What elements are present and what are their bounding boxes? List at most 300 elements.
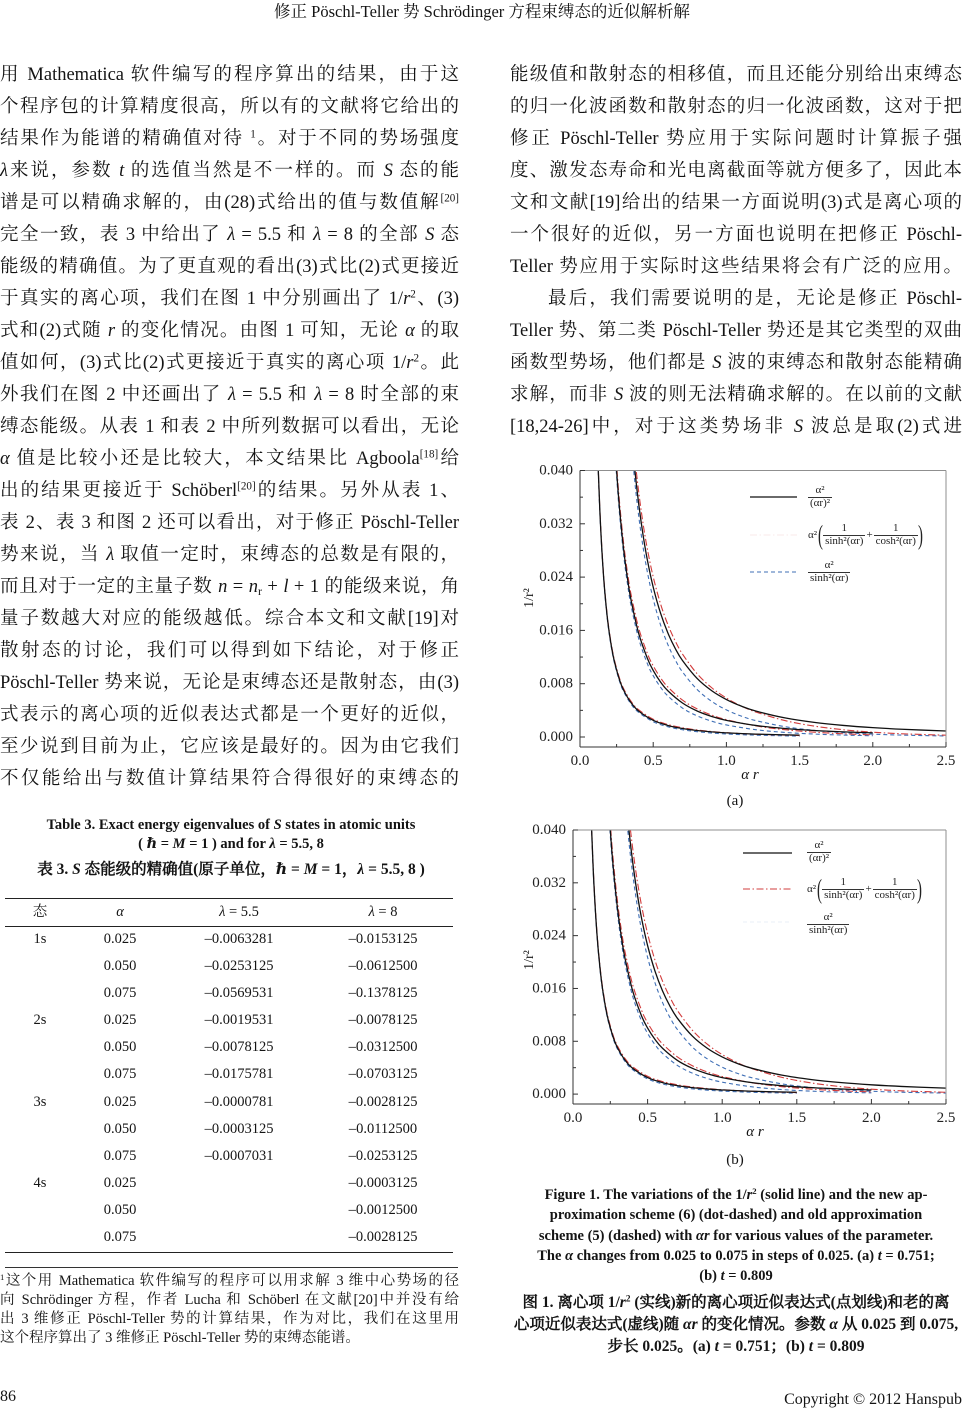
text-run: = 5.5 和 (236, 385, 315, 405)
math-italic: αr (695, 1227, 710, 1244)
cell-lambda-5-5: –0.0019531 (204, 1012, 274, 1029)
figure-1b (505, 815, 964, 1175)
text-run: 的变化情况。参数 (697, 1316, 830, 1333)
body-text-line (0, 123, 459, 155)
cell-lambda-5-5: –0.0253125 (204, 958, 274, 975)
text-run: = 5.5 和 (235, 225, 314, 245)
math-italic: S (425, 225, 435, 245)
body-text-line (510, 347, 962, 379)
text-run: 步长 0.025。(a) (607, 1338, 715, 1355)
fraction-numerator: α² (815, 484, 825, 496)
fraction (873, 877, 917, 901)
body-text-line (510, 219, 962, 251)
panel-label: (a) (726, 793, 744, 809)
table-row (5, 1224, 453, 1251)
caption-line (505, 1314, 964, 1336)
math-italic: α (829, 1316, 838, 1333)
x-tick-label: 1.0 (712, 1110, 732, 1126)
text-run: = 0.809 (813, 1338, 865, 1355)
text-run: 个程序包的计算精度很高，所以有的文献将它给出的 (0, 97, 459, 117)
fraction (823, 523, 865, 547)
page-number: 86 (0, 1388, 16, 1405)
table-row (5, 953, 453, 980)
math-italic: λ (314, 385, 323, 405)
cell-state: 3s (33, 1093, 47, 1110)
cell-state (5, 1197, 75, 1224)
text-run: = 0.809 (724, 1268, 773, 1284)
fraction (807, 840, 831, 864)
x-tick-label: 0.5 (638, 1110, 657, 1126)
text-run: ( (138, 836, 147, 852)
y-tick-label: 0.040 (532, 822, 566, 838)
cell-lambda-8: –0.0012500 (348, 1201, 418, 1218)
cell-lambda-5-5: –0.0078125 (204, 1039, 274, 1056)
text-run: 。此 (419, 353, 459, 373)
cell-alpha: 0.050 (103, 1039, 137, 1056)
table-3 (5, 898, 453, 1254)
cell-alpha: 0.075 (103, 1147, 137, 1164)
math-italic: S (712, 353, 722, 373)
text-run: 图 1. 离心项 1/ (522, 1294, 620, 1311)
text-run: changes from 0.025 to 0.075 in steps of 0.025. (a) (573, 1247, 878, 1264)
superscript: 2 (625, 1294, 631, 1305)
cell-lambda-8: –0.0703125 (348, 1066, 418, 1083)
cell-alpha: 0.050 (103, 958, 137, 975)
caption-line (0, 859, 462, 881)
text-run: = 5.5, 8 ) (364, 861, 425, 878)
superscript: 2 (752, 1185, 757, 1196)
body-text-line (0, 635, 459, 667)
figure-1a (505, 455, 964, 815)
open-paren: ( (818, 519, 824, 550)
body-text-line (0, 603, 459, 635)
table-row (5, 1034, 453, 1061)
cell-state (5, 1116, 75, 1143)
x-tick-label: 1.0 (717, 753, 736, 769)
table-header-row (5, 898, 453, 926)
text-run: = 5.5 (225, 904, 259, 920)
cell-alpha: 0.050 (103, 1120, 137, 1137)
table-row (5, 980, 453, 1007)
superscript: 1 (250, 128, 256, 141)
text-run: scheme (5) (dashed) with (538, 1227, 696, 1244)
text-run: 的取 (414, 321, 459, 341)
y-tick-label: 0.008 (539, 675, 573, 692)
fraction-numerator: α² (814, 839, 824, 851)
body-text-line (510, 315, 962, 347)
column-header-alpha (75, 898, 165, 926)
legend-label-new-approximation (808, 519, 923, 550)
text-run: 心项近似表达式(虚线)随 (513, 1316, 684, 1333)
paragraph (510, 283, 962, 443)
fraction-denominator: sinh²(αr) (825, 534, 864, 547)
curve-dashed-alpha-0-075 (625, 803, 946, 1093)
cell-lambda-8: –0.1378125 (348, 985, 418, 1002)
y-tick-label: 0.040 (539, 462, 573, 479)
text-run: Teller 势应用于实际时这些结果将会有广泛的应用。 (510, 257, 962, 277)
copyright-notice: Copyright © 2012 Hanspub (784, 1391, 962, 1408)
fraction (808, 560, 850, 584)
math-italic: λ (106, 545, 115, 565)
text-run: 度、激发态寿命和光电离截面等就方便多了，因此本 (510, 161, 962, 181)
fraction-denominator: (αr)² (809, 851, 830, 864)
x-tick-label: 0.5 (643, 753, 663, 769)
text-run: 的归一化波函数和散射态的归一化波函数，这对于把 (510, 97, 962, 117)
caption-line (505, 1266, 964, 1286)
text-run: 的变化情况。由图 1 可知，无论 (115, 321, 406, 341)
plus-operator: + (865, 883, 872, 895)
text-run: 波的束缚态和散射态能精确 (721, 353, 962, 373)
text-run: = 1， (317, 861, 358, 878)
text-run: 缚态能级。从表 1 和表 2 中所列数据可以看出，无论 (0, 417, 459, 437)
fraction-numerator: 1 (892, 876, 898, 888)
caption-line (505, 1226, 964, 1246)
math-italic: t (119, 161, 125, 181)
cell-lambda-8: –0.0153125 (348, 931, 418, 947)
text-run: + 1 的能级来说，角 (288, 577, 460, 597)
fraction-numerator: 1 (840, 876, 846, 888)
text-run: 的结果。另外从表 1、 (255, 481, 459, 501)
right-column-text (510, 59, 962, 443)
math-italic: S (72, 861, 81, 878)
fraction-denominator: sinh²(αr) (824, 888, 863, 901)
text-run: (实线)新的离心项近似表达式(点划线)和老的离 (630, 1294, 950, 1311)
text-run: = (227, 577, 249, 597)
body-text-line (0, 699, 459, 731)
text-run: 态能级的精确值(原子单位， (80, 861, 276, 878)
footnote-separator (5, 1267, 458, 1268)
left-column-text (0, 59, 459, 795)
figure-1a-plot (505, 455, 964, 815)
body-text-line (510, 411, 962, 443)
curve-solid-alpha-0-075 (631, 431, 946, 731)
math-italic: M (172, 836, 186, 852)
text-run: 谱是可以精确求解的，由(28)式给出的值与数值解 (0, 193, 441, 213)
text-run: 从 0.025 到 0.075, (838, 1316, 959, 1333)
text-run: 表 3. (37, 861, 73, 878)
cell-state (5, 1224, 75, 1251)
body-text-line (0, 507, 459, 539)
cell-lambda-5-5: –0.0000781 (204, 1093, 274, 1110)
cell-alpha: 0.075 (103, 1066, 137, 1083)
text-run: proximation scheme (6) (dot-dashed) and old approximation (549, 1207, 923, 1224)
caption-line (505, 1336, 964, 1358)
caption-line (505, 1246, 964, 1266)
text-run: + (261, 577, 284, 597)
cell-alpha: 0.075 (103, 1229, 137, 1246)
cell-lambda-8: –0.0312500 (348, 1039, 418, 1056)
math-italic: S (793, 417, 804, 437)
y-tick-label: 0.000 (539, 729, 573, 746)
cell-lambda-8: –0.0003125 (348, 1174, 418, 1191)
x-axis-label: α r (746, 1124, 764, 1140)
superscript: 2 (413, 352, 420, 365)
text-run: 至少说到目前为止，它应该是最好的。因为由它我们 (0, 737, 459, 757)
text-run: 值是比较小还是比较大，本文结果比 Agboola (9, 449, 420, 469)
fraction-denominator: (αr)² (810, 496, 831, 509)
text-run: Pöschl-Teller 势来说，无论是束缚态还是散射态，由(3) (0, 673, 459, 693)
text-run: 一个很好的近似，另一方面也说明在把修正 Pöschl- (510, 225, 962, 245)
curve-dot-dashed-alpha-0-075 (631, 418, 946, 735)
fraction-denominator: sinh²(αr) (809, 923, 848, 936)
running-title: 修正 Pöschl-Teller 势 Schrödinger 方程束缚态的近似解析解 (274, 2, 690, 21)
body-text-line (0, 475, 459, 507)
cell-lambda-5-5: –0.0063281 (204, 931, 274, 947)
body-text-line (0, 731, 459, 763)
cell-state: 4s (33, 1174, 47, 1191)
text-run: = (287, 861, 304, 878)
math-italic: l (283, 577, 289, 597)
table-row (5, 1061, 453, 1088)
fraction (807, 912, 849, 936)
body-text-line (0, 539, 459, 571)
cell-state (5, 1143, 75, 1170)
close-paren: ) (916, 873, 922, 904)
body-text-line (510, 123, 962, 155)
text-run: 式和(2)式随 (0, 321, 108, 341)
cell-lambda-8: –0.0028125 (348, 1093, 418, 1110)
text-run: 出 3 维修正 Pöschl-Teller 势的计算结果，作为对比，我们在这里用 (0, 1311, 459, 1327)
math-italic: λ (228, 385, 237, 405)
text-run: = 1 ) and for (185, 836, 270, 852)
body-text-line (0, 219, 459, 251)
math-italic: α (565, 1247, 574, 1264)
legend-label-exact (807, 839, 831, 865)
y-tick-label: 0.016 (539, 622, 573, 639)
text-run: 用 Mathematica 软件编写的程序算出的结果，由于这 (0, 65, 459, 85)
fraction-denominator: sinh²(αr) (810, 571, 849, 584)
table-row (5, 1007, 453, 1034)
text-run: = 5.5, 8 (275, 836, 324, 852)
y-tick-label: 0.032 (532, 874, 566, 891)
cell-lambda-8: –0.0253125 (348, 1147, 418, 1164)
math-italic: α (116, 904, 124, 920)
fraction-denominator: cosh²(αr) (875, 534, 916, 547)
footnote-line (0, 1272, 459, 1291)
table-row (5, 1116, 453, 1143)
legend-label-old-approximation (807, 911, 849, 937)
text-run: 态的能 (392, 161, 459, 181)
x-tick-label: 1.5 (790, 753, 809, 769)
x-tick-label: 2.5 (936, 753, 956, 769)
math-italic: α (0, 449, 10, 469)
cell-alpha: 0.050 (103, 1201, 137, 1218)
cell-alpha: 0.025 (103, 1174, 137, 1191)
body-text-line (0, 667, 459, 699)
text-run: 式表示的离心项的近似表达式都是一个更好的近似， (0, 705, 459, 725)
text-run: 完全一致，表 3 中给出了 (0, 225, 228, 245)
math-italic: α (405, 321, 415, 341)
body-text-line (510, 187, 962, 219)
column-header-lambda-8 (313, 898, 453, 926)
text-run: (b) (699, 1268, 721, 1284)
table-row (5, 1089, 453, 1116)
text-run: = 8 (374, 904, 398, 920)
cell-lambda-5-5: –0.0007031 (204, 1147, 274, 1164)
caption-line (505, 1292, 964, 1314)
math-italic: M (303, 861, 318, 878)
text-run: states in atomic units (281, 817, 416, 833)
text-run: = (157, 836, 173, 852)
text-run: 能级值和散射态的相移值，而且还能分别给出束缚态 (510, 65, 962, 85)
table-caption-chinese (0, 859, 462, 881)
x-tick-label: 1.5 (787, 1110, 807, 1126)
text-run: 态 (434, 225, 459, 245)
text-run: 修正 Pöschl-Teller 势应用于实际问题时计算振子强 (510, 129, 962, 149)
math-italic: t (808, 1338, 814, 1355)
table-row (5, 1143, 453, 1170)
text-run: 文和文献[19]给出的结果一方面说明(3)式是离心项的 (510, 193, 962, 213)
curve-dashed-alpha-0-075 (631, 443, 946, 736)
table-row (5, 1170, 453, 1197)
math-italic: n (218, 577, 228, 597)
math-italic: αr (683, 1316, 698, 1333)
cell-lambda-5-5: –0.0569531 (204, 985, 274, 1002)
x-axis-label: α r (741, 767, 759, 783)
cell-lambda-5-5: –0.0003125 (204, 1120, 274, 1137)
math-italic: n (248, 577, 258, 597)
math-italic: S (383, 161, 393, 181)
y-axis-label: 1/r² (522, 950, 537, 970)
cell-lambda-5-5 (165, 1197, 313, 1224)
paragraph (510, 59, 962, 283)
open-paren: ( (817, 873, 823, 904)
panel-label: (b) (726, 1152, 744, 1168)
text-run: 散射态的讨论，我们可以得到如下结论，对于修正 (0, 641, 459, 661)
superscript: [18] (419, 448, 439, 461)
text-run: 。对于不同的势场强度 (255, 129, 459, 149)
subscript: r (257, 584, 262, 598)
y-tick-label: 0.016 (532, 980, 566, 997)
cell-lambda-8: –0.0078125 (348, 1012, 418, 1029)
footnote (0, 1272, 459, 1348)
plus-operator: + (866, 529, 873, 541)
text-run: 这个程序算出了 3 维修正 Pöschl-Teller 势的束缚态能谱。 (0, 1330, 360, 1346)
fraction (808, 485, 832, 509)
x-tick-label: 0.0 (563, 1110, 583, 1126)
cell-alpha: 0.025 (103, 1012, 137, 1029)
x-tick-label: 2.0 (863, 753, 883, 769)
y-tick-label: 0.024 (532, 927, 566, 944)
cell-lambda-5-5 (165, 1170, 313, 1197)
figure-caption-chinese (505, 1292, 964, 1358)
math-italic: ℏ (146, 836, 158, 852)
column-header-lambda-5-5 (165, 898, 313, 926)
math-italic: λ (313, 225, 322, 245)
text-run: 最后，我们需要说明的是，无论是修正 Pöschl- (548, 289, 962, 309)
text-run: 态 (32, 904, 48, 920)
body-text-line (0, 443, 459, 475)
fraction-numerator: α² (824, 559, 834, 571)
table-body (5, 926, 453, 1251)
y-axis-label: 1/r² (522, 588, 537, 608)
x-tick-label: 2.5 (936, 1110, 956, 1126)
body-text-line (510, 91, 962, 123)
text-run: = 0.751; (881, 1247, 935, 1264)
math-italic: r (107, 321, 116, 341)
body-text-line (510, 379, 962, 411)
cell-state: 1s (33, 931, 47, 947)
fraction (822, 877, 864, 901)
cell-lambda-5-5 (165, 1224, 313, 1251)
text-run: 、(3) (415, 289, 459, 309)
math-italic: λ (219, 904, 226, 920)
text-run: 于真实的离心项，我们在图 1 中分别画出了 1/ (0, 289, 404, 309)
text-run: Teller 势、第二类 Pöschl-Teller 势还是其它类型的双曲 (510, 321, 962, 341)
fraction-denominator: cosh²(αr) (874, 888, 915, 901)
text-run: 表 2、表 3 和图 2 还可以看出，对于修正 Pöschl-Teller (0, 513, 459, 533)
body-text-line (0, 251, 459, 283)
text-run: 结果作为能谱的精确值对待 (0, 129, 251, 149)
y-tick-label: 0.008 (532, 1033, 566, 1050)
fraction-numerator: α² (823, 911, 833, 923)
y-tick-label: 0.000 (532, 1086, 566, 1103)
cell-lambda-8: –0.0112500 (348, 1120, 418, 1137)
cell-lambda-8: –0.0612500 (348, 958, 418, 975)
footnote-line (0, 1329, 459, 1348)
math-italic: S (273, 817, 282, 833)
math-italic: t (720, 1268, 725, 1284)
text-run: = 8 时全部的束 (322, 385, 459, 405)
body-text-line (0, 571, 459, 603)
cell-alpha: 0.075 (103, 985, 137, 1002)
body-text-line (0, 763, 459, 795)
body-text-line (0, 347, 459, 379)
close-paren: ) (917, 519, 923, 550)
column-header-state (5, 898, 75, 926)
table-row (5, 926, 453, 953)
text-run: 的选值当然是不一样的。而 (124, 161, 384, 181)
text-run: 这个用 Mathematica 软件编写的程序可以用求解 3 维中心势场的径 (4, 1273, 459, 1289)
text-run: = 8 的全部 (321, 225, 426, 245)
table-bottom-rule (5, 1252, 453, 1253)
text-run: The (537, 1247, 566, 1264)
text-run: 量子数越大对应的能级越低。综合本文和文献[19]对 (0, 609, 459, 629)
text-run: 势来说，当 (0, 545, 107, 565)
body-text-line (510, 59, 962, 91)
math-italic: λ (368, 904, 375, 920)
math-italic: t (877, 1247, 882, 1264)
text-run: (solid line) and the new ap- (756, 1187, 928, 1203)
legend-label-old-approximation (808, 559, 850, 585)
text-run: 波的则无法精确求解的。在以前的文献 (623, 385, 962, 405)
cell-alpha: 0.025 (103, 931, 137, 947)
cell-state (5, 953, 75, 980)
caption-line (0, 816, 462, 835)
body-text-line (0, 59, 459, 91)
cell-state (5, 1034, 75, 1061)
caption-line (505, 1185, 964, 1205)
math-italic: t (714, 1338, 719, 1355)
text-run: 取值一定时，束缚态的总数是有限的， (114, 545, 459, 565)
table-caption-english (0, 816, 462, 854)
math-italic: r (746, 1187, 753, 1203)
text-run: 值如何，(3)式比(2)式更接近于真实的离心项 1/ (0, 353, 407, 373)
fraction (874, 523, 918, 547)
text-run: Table 3. Exact energy eigenvalues of (46, 817, 274, 833)
text-run: 外我们在图 2 中还画出了 (0, 385, 228, 405)
y-tick-label: 0.032 (539, 515, 573, 532)
body-text-line (0, 283, 459, 315)
text-run: 能级的精确值。为了更直观的看出(3)式比(2)式更接近 (0, 257, 459, 277)
footnote-line (0, 1291, 459, 1310)
cell-lambda-8: –0.0028125 (348, 1229, 418, 1246)
text-run: for various values of the parameter. (709, 1227, 934, 1244)
text-run: 函数型势场，他们都是 (510, 353, 713, 373)
body-text-line (0, 91, 459, 123)
caption-line (505, 1205, 964, 1225)
body-text-line (510, 283, 962, 315)
